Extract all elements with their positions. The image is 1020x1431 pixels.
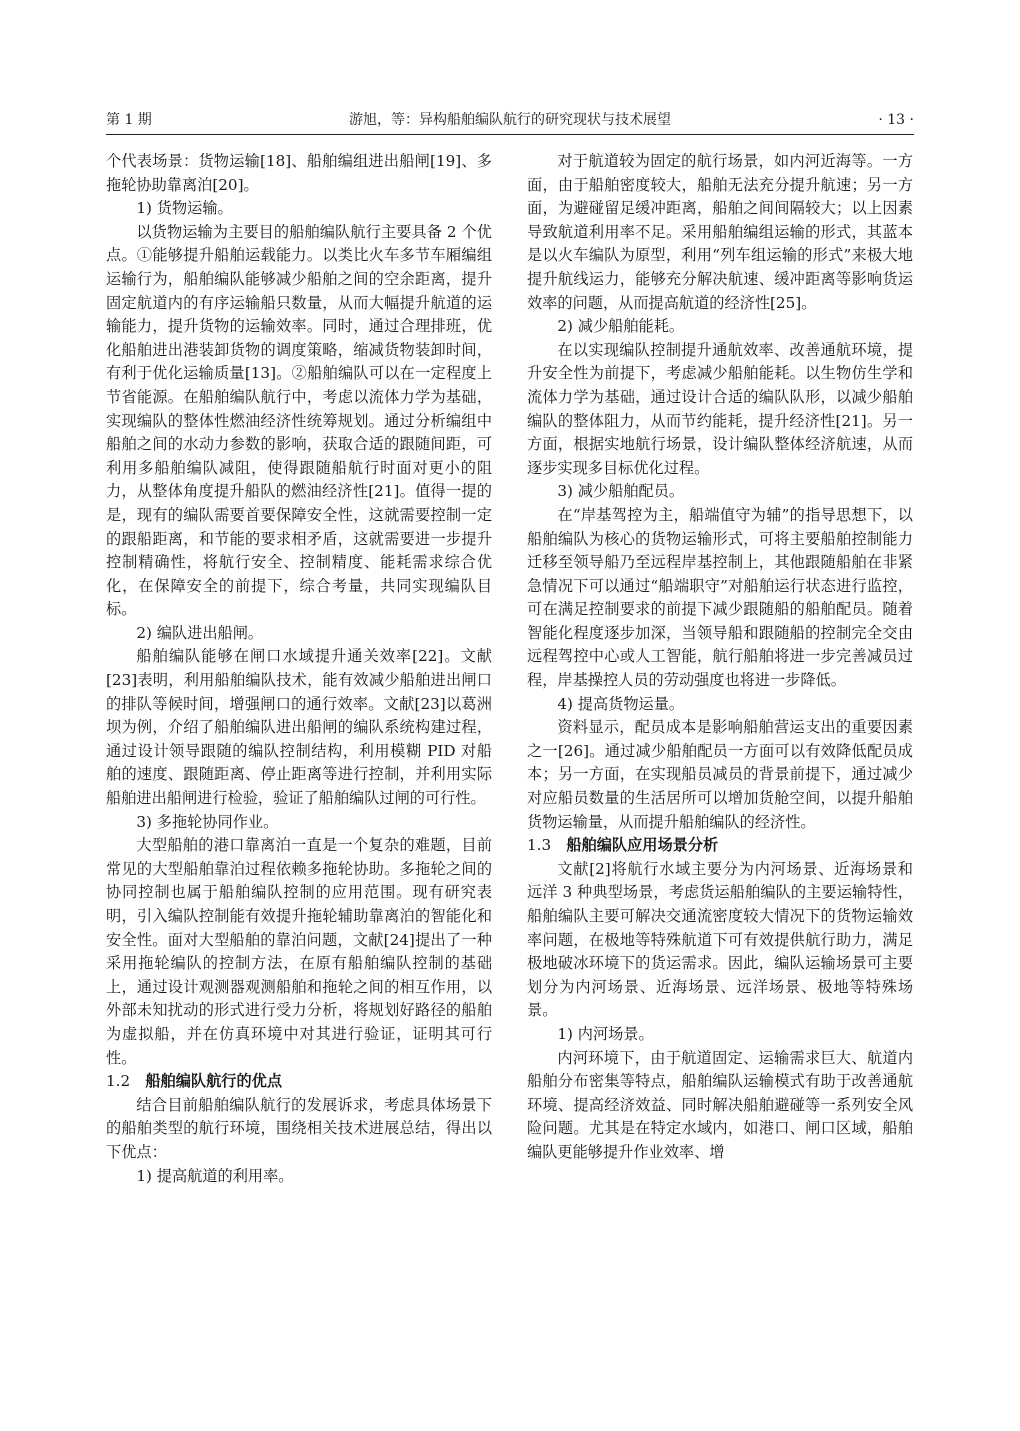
section-title: 船舶编队航行的优点 <box>145 1072 283 1091</box>
paragraph: 在以实现编队控制提升通航效率、改善通航环境，提升安全性为前提下，考虑减少船舶能耗。以生物仿生学和流体力学为基础，通过设计合适的编队队形，以减少船舶编队的整体阻力，从而节约能耗，提升经济性[21]。另一方面，根据实地航行场景，设计编队整体经济航速，从而逐步实现多目标优化过程。 <box>527 340 913 477</box>
right-column <box>527 150 913 1165</box>
section-heading <box>527 834 913 858</box>
section-title: 船舶编队应用场景分析 <box>566 836 719 855</box>
paragraph: 3) 减少船舶配员。 <box>557 482 685 501</box>
paragraph: 2) 减少船舶能耗。 <box>557 317 685 336</box>
paragraph: 在“岸基驾控为主，船端值守为辅”的指导思想下，以船舶编队为核心的货物运输形式，可将主要船舶控制能力迁移至领导船乃至远程岸基控制上，其他跟随船舶在非紧急情况下可以通过“船端职守”对船舶运行状态进行监控，可在满足控制要求的前提下减少跟随船的船舶配员。随着智能化程度逐步加深，当领导船和跟随船的控制完全交由远程驾控中心或人工智能，航行船舶将进一步完善减员过程，岸基操控人员的劳动强度也将进一步降低。 <box>527 505 913 690</box>
paragraph: 大型船舶的港口靠离泊一直是一个复杂的难题，目前常见的大型船舶靠泊过程依赖多拖轮协助。多拖轮之间的协同控制也属于船舶编队控制的应用范围。现有研究表明，引入编队控制能有效提升拖轮辅助靠离泊的智能化和安全性。面对大型船舶的靠泊问题，文献[24]提出了一种采用拖轮编队的控制方法，在原有船舶编队控制的基础上，通过设计观测器观测船舶和拖轮之间的相互作用，以外部未知扰动的形式进行受力分析，将规划好路径的船舶为虚拟船，并在仿真环境中对其进行验证，证明其可行性。 <box>106 836 492 1067</box>
paragraph: 以货物运输为主要目的船舶编队航行主要具备 2 个优点。①能够提升船舶运载能力。以类比火车多节车厢编组运输行为，船舶编队能够减少船舶之间的空余距离，提升固定航道内的有序运输船只数量，从而大幅提升航道的运输能力，提升货物的运输效率。同时，通过合理排班，优化船舶进出港装卸货物的调度策略，缩减货物装卸时间，有利于优化运输质量[13]。②船舶编队可以在一定程度上节省能源。在船舶编队航行中，考虑以流体力学为基础，实现编队的整体性燃油经济性统筹规划。通过分析编组中船舶之间的水动力参数的影响，获取合适的跟随间距，可利用多船舶编队减阻，使得跟随船航行时面对更小的阻力，从整体角度提升船队的燃油经济性[21]。值得一提的是，现有的编队需要首要保障安全性，这就需要控制一定的跟船距离，和节能的要求相矛盾，这就需要进一步提升控制精确性，将航行安全、控制精度、能耗需求综合优化，在保障安全的前提下，综合考量，共同实现编队目标。 <box>106 222 492 619</box>
paragraph: 对于航道较为固定的航行场景，如内河近海等。一方面，由于船舶密度较大，船舶无法充分提升航速；另一方面，为避碰留足缓冲距离，船舶之间间隔较大；以上因素导致航道利用率不足。采用船舶编组运输的形式，其蓝本是以火车编队为原型，利用“列车组运输的形式”来极大地提升航线运力，能够充分解决航速、缓冲距离等影响货运效率的问题，从而提高航道的经济性[25]。 <box>527 152 913 312</box>
section-number: 1.3 <box>527 836 552 855</box>
paragraph: 资料显示，配员成本是影响船舶营运支出的重要因素之一[26]。通过减少船舶配员一方面可以有效降低配员成本；另一方面，在实现船员减员的背景前提下，通过减少对应船员数量的生活居所可以增加货舱空间，以提升船舶货物运输量，从而提升船舶编队的经济性。 <box>527 718 913 831</box>
paragraph: 船舶编队能够在闸口水域提升通关效率[22]。文献[23]表明，利用船舶编队技术，能有效减少船舶进出闸口的排队等候时间，增强闸口的通行效率。文献[23]以葛洲坝为例，介绍了船舶编队进出船闸的编队系统构建过程，通过设计领导跟随的编队控制结构，利用模糊 PID 对船舶的速度、跟随距离、停止距离等进行控制，并利用实际船舶进出船闸进行检验，验证了船舶编队过闸的可行性。 <box>106 647 492 808</box>
paragraph: 2) 编队进出船闸。 <box>136 623 264 642</box>
page-number: · 13 · <box>878 112 914 128</box>
running-header <box>106 108 914 132</box>
header-rule <box>106 134 914 135</box>
running-title: 游旭，等：异构船舶编队航行的研究现状与技术展望 <box>349 112 671 128</box>
paragraph: 3) 多拖轮协同作业。 <box>136 812 279 831</box>
section-heading <box>106 1070 492 1094</box>
paragraph: 个代表场景：货物运输[18]、船舶编组进出船闸[19]、多拖轮协助靠离泊[20]。 <box>106 152 492 194</box>
paragraph: 结合目前船舶编队航行的发展诉求，考虑具体场景下的船舶类型的航行环境，围绕相关技术进展总结，得出以下优点： <box>106 1095 492 1161</box>
left-column <box>106 150 492 1188</box>
paragraph: 1) 提高航道的利用率。 <box>136 1166 294 1185</box>
paragraph: 内河环境下，由于航道固定、运输需求巨大、航道内船舶分布密集等特点，船舶编队运输模式有助于改善通航环境、提高经济效益、同时解决船舶避碰等一系列安全风险问题。尤其是在特定水域内，如港口、闸口区域，船舶编队更能够提升作业效率、增 <box>527 1048 913 1161</box>
paragraph: 1) 货物运输。 <box>136 199 233 218</box>
paragraph: 4) 提高货物运量。 <box>557 694 685 713</box>
issue-number: 第 1 期 <box>106 112 152 128</box>
paragraph: 文献[2]将航行水域主要分为内河场景、近海场景和远洋 3 种典型场景，考虑货运船舶编队的主要运输特性，船舶编队主要可解决交通流密度较大情况下的货物运输效率问题，在极地等特殊航道下可有效提供航行助力，满足极地破冰环境下的货运需求。因此，编队运输场景可主要划分为内河场景、近海场景、远洋场景、极地等特殊场景。 <box>527 859 913 1020</box>
section-number: 1.2 <box>106 1072 131 1091</box>
paragraph: 1) 内河场景。 <box>557 1024 654 1043</box>
